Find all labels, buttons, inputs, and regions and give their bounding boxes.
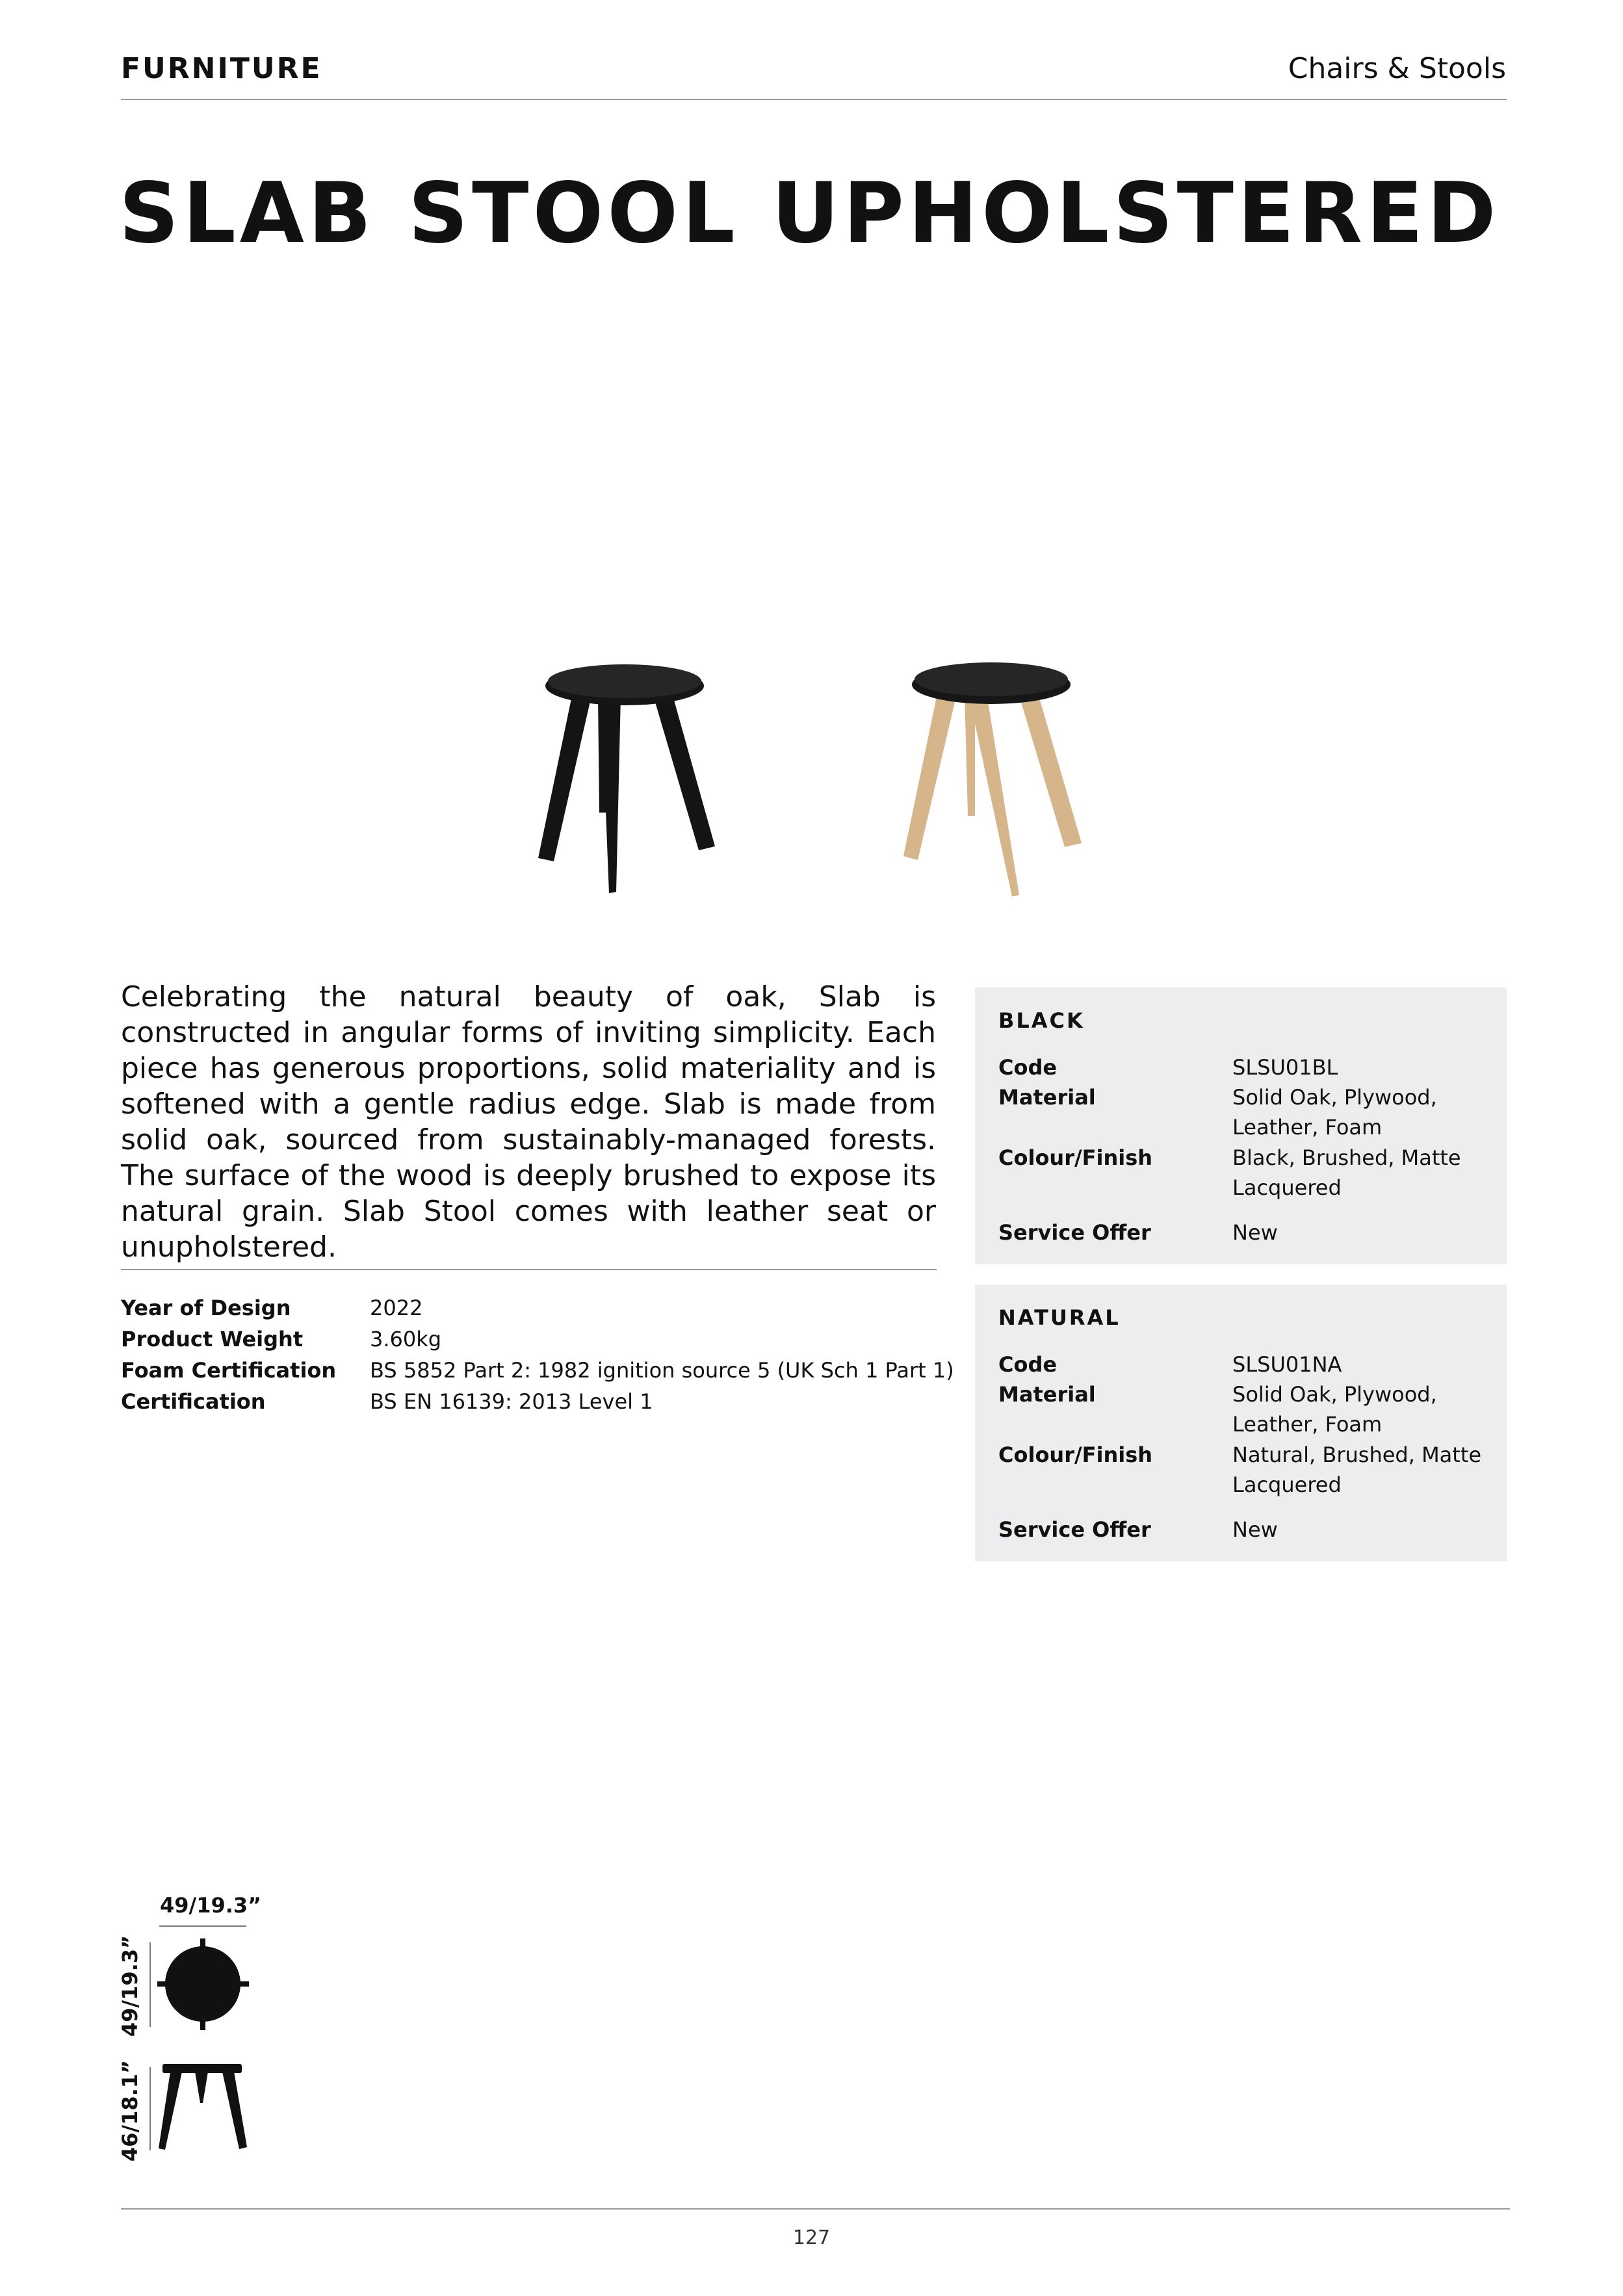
variant-label: Code	[998, 1352, 1058, 1377]
variant-service: New	[1232, 1220, 1278, 1245]
spec-row	[121, 1292, 954, 1324]
natural-oak-stool-photo	[892, 653, 1087, 897]
variant-label: Colour/Finish	[998, 1442, 1153, 1467]
black-stool-photo	[526, 657, 721, 897]
top-view-icon	[156, 1937, 250, 2031]
dimension-width: 49/19.3”	[160, 1893, 262, 1918]
header-divider	[121, 99, 1507, 100]
spec-value: 2022	[370, 1296, 423, 1320]
variant-name: BLACK	[998, 1008, 1085, 1033]
page-number: 127	[792, 2226, 831, 2249]
variant-finish-row	[998, 1440, 1505, 1500]
spec-label: Certification	[121, 1389, 266, 1414]
category-label: Chairs & Stools	[1288, 52, 1506, 85]
spec-value: BS 5852 Part 2: 1982 ignition source 5 (UK Sch 1 Part 1)	[370, 1358, 954, 1383]
dimension-depth: 49/19.3”	[118, 1935, 142, 2037]
variant-name: NATURAL	[998, 1305, 1121, 1330]
side-view-icon	[156, 2064, 250, 2155]
spec-value: BS EN 16139: 2013 Level 1	[370, 1389, 653, 1414]
variant-finish: Natural, Brushed, Matte Lacquered	[1232, 1442, 1482, 1497]
spec-label: Product Weight	[121, 1327, 304, 1351]
variant-finish: Black, Brushed, Matte Lacquered	[1232, 1145, 1461, 1200]
variant-material: Solid Oak, Plywood, Leather, Foam	[1232, 1085, 1437, 1140]
variant-label: Colour/Finish	[998, 1145, 1153, 1170]
product-description: Celebrating the natural beauty of oak, Slab is constructed in angular forms of inviting simplicity. Each piece has generous proportions, solid materiality and is softened with a gentle radius edge. Slab is made from solid oak, sourced from sustainably-managed forests. The surface of the wood is deeply brushed to expose its natural grain. Slab Stool comes with leather seat or unupholstered.	[121, 980, 936, 1264]
dimension-width-line	[159, 1925, 246, 1927]
variant-material: Solid Oak, Plywood, Leather, Foam	[1232, 1382, 1437, 1437]
variant-label: Material	[998, 1085, 1096, 1110]
variant-label: Service Offer	[998, 1220, 1151, 1245]
stool-legs	[538, 696, 715, 893]
variant-panel-natural	[975, 1285, 1507, 1561]
description-divider	[121, 1269, 937, 1270]
variant-code-row	[998, 1350, 1505, 1379]
page-title: SLAB STOOL UPHOLSTERED	[119, 165, 1500, 262]
variant-label: Service Offer	[998, 1517, 1151, 1542]
spec-row	[121, 1355, 954, 1386]
stool-legs	[903, 694, 1082, 896]
variant-service: New	[1232, 1517, 1278, 1542]
spec-label: Foam Certification	[121, 1358, 337, 1383]
dimension-height: 46/18.1”	[118, 2059, 142, 2162]
variant-service-row	[998, 1515, 1505, 1545]
section-label: FURNITURE	[121, 52, 322, 85]
spec-row	[121, 1324, 954, 1355]
variant-code: SLSU01BL	[1232, 1055, 1338, 1080]
variant-finish-row	[998, 1143, 1505, 1203]
spec-label: Year of Design	[121, 1296, 291, 1320]
variant-service-row	[998, 1218, 1505, 1247]
variant-label: Material	[998, 1382, 1096, 1407]
variant-code-row	[998, 1052, 1505, 1082]
variant-label: Code	[998, 1055, 1058, 1080]
variant-material-row	[998, 1379, 1505, 1439]
spec-table	[121, 1292, 954, 1417]
dimension-depth-line	[149, 1942, 151, 2027]
variant-material-row	[998, 1082, 1505, 1142]
spec-row	[121, 1386, 954, 1417]
footer-divider	[121, 2208, 1510, 2210]
variant-code: SLSU01NA	[1232, 1352, 1342, 1377]
variant-panel-black	[975, 987, 1507, 1264]
spec-value: 3.60kg	[370, 1327, 442, 1351]
dimension-height-line	[149, 2067, 151, 2150]
